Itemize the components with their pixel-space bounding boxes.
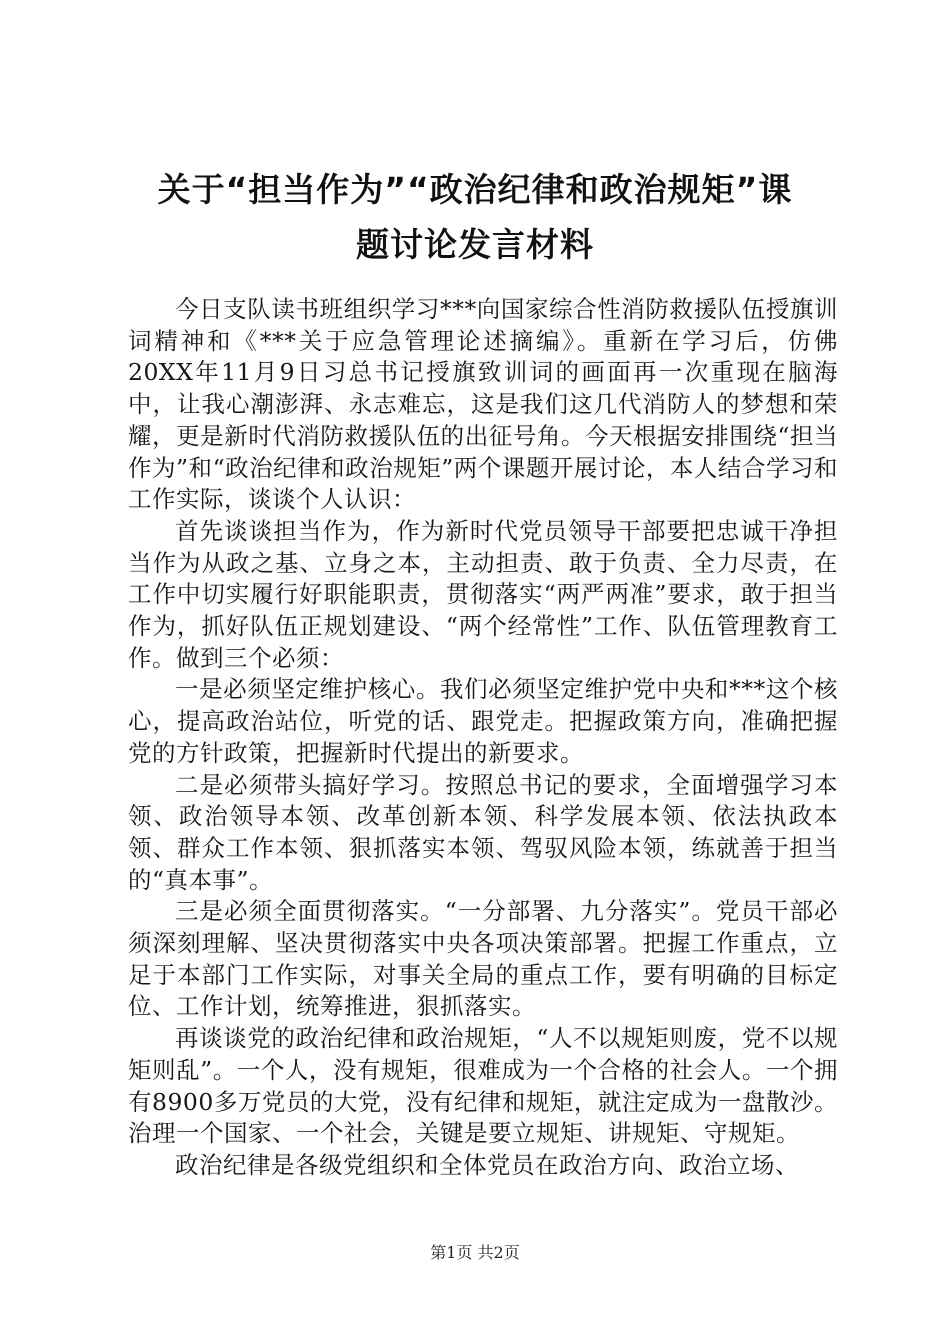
paragraph: 再谈谈党的政治纪律和政治规矩，“人不以规矩则废，党不以规矩则乱”。一个人，没有规矩，很难成为一个合格的社会人。一个拥有8900多万党员的大党，没有纪律和规矩，就注定成为一盘散沙。治理一个国家、一个社会，关键是要立规矩、讲规矩、守规矩。 <box>128 1024 838 1148</box>
paragraph: 一是必须坚定维护核心。我们必须坚定维护党中央和***这个核心，提高政治站位，听党的话、跟党走。把握政策方向，准确把握党的方针政策，把握新时代提出的新要求。 <box>128 675 838 767</box>
paragraph: 政治纪律是各级党组织和全体党员在政治方向、政治立场、 <box>175 1150 799 1179</box>
paragraph: 三是必须全面贯彻落实。“一分部署、九分落实”。党员干部必须深刻理解、坚决贯彻落实中央各项决策部署。把握工作重点，立足于本部门工作实际，对事关全局的重点工作，要有明确的目标定位、工作计划，统筹推进，狠抓落实。 <box>128 897 838 1021</box>
paragraph: 首先谈谈担当作为，作为新时代党员领导干部要把忠诚干净担当作为从政之基、立身之本，主动担责、敢于负责、全力尽责，在工作中切实履行好职能职责，贯彻落实“两严两准”要求，敢于担当作为，抓好队伍正规划建设、“两个经常性”工作、队伍管理教育工作。做到三个必须： <box>128 516 838 672</box>
document-title <box>100 162 850 272</box>
document-body <box>128 294 838 1182</box>
page-footer: 第1页 共2页 <box>430 1243 520 1262</box>
title-line-2: 题讨论发言材料 <box>356 225 594 264</box>
title-line-1: 关于“担当作为”“政治纪律和政治规矩”课 <box>157 170 793 209</box>
paragraph: 今日支队读书班组织学习***向国家综合性消防救援队伍授旗训词精神和《***关于应急管理论述摘编》。重新在学习后，仿佛20XX年11月9日习总书记授旗致训词的画面再一次重现在脑海中，让我心潮澎湃、永志难忘，这是我们这几代消防人的梦想和荣耀，更是新时代消防救援队伍的出征号角。今天根据安排围绕“担当作为”和“政治纪律和政治规矩”两个课题开展讨论，本人结合学习和工作实际，谈谈个人认识： <box>128 295 838 514</box>
paragraph: 二是必须带头搞好学习。按照总书记的要求，全面增强学习本领、政治领导本领、改革创新本领、科学发展本领、依法执政本领、群众工作本领、狠抓落实本领、驾驭风险本领，练就善于担当的“真本事”。 <box>128 770 838 894</box>
